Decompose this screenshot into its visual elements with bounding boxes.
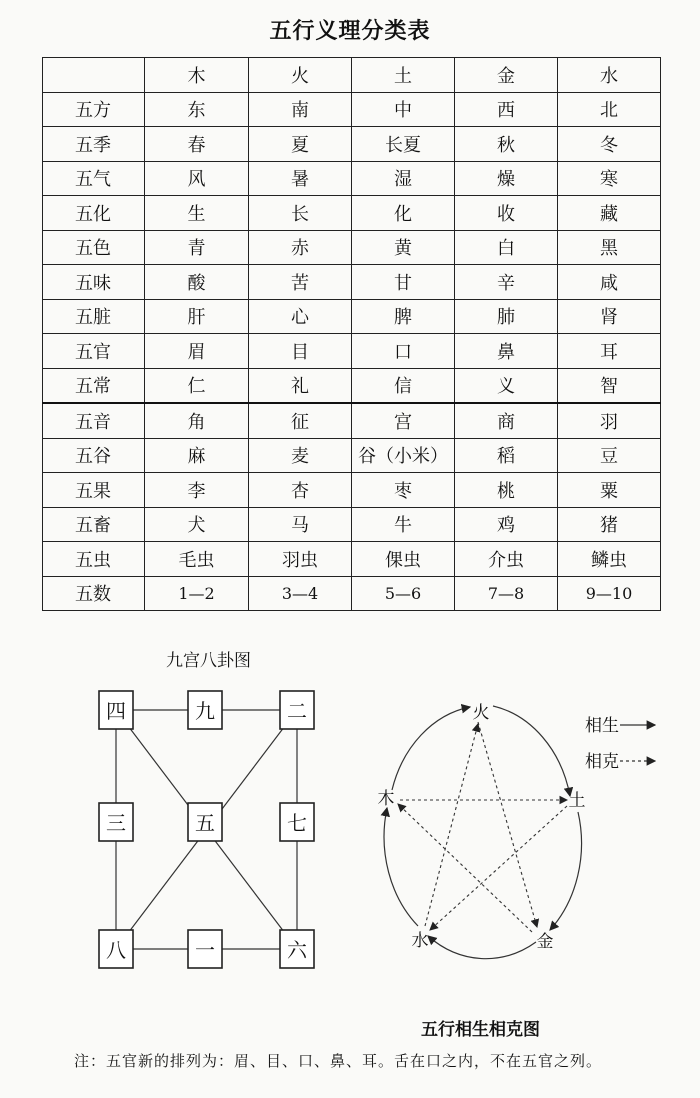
table-cell: 化 <box>352 196 455 231</box>
table-cell: 鳞虫 <box>558 542 661 577</box>
table-cell: 甘 <box>352 265 455 300</box>
table-cell: 北 <box>558 92 661 127</box>
table-cell: 耳 <box>558 334 661 369</box>
table-cell: 鸡 <box>455 507 558 542</box>
table-cell: 黄 <box>352 230 455 265</box>
numeral-center: 五 <box>195 811 215 835</box>
row-header-cell: 五季 <box>43 127 145 162</box>
table-cell: 口 <box>352 334 455 369</box>
row-header-cell: 五音 <box>43 403 145 438</box>
table-cell: 目 <box>249 334 352 369</box>
table-cell: 青 <box>145 230 249 265</box>
table-cell: 宫 <box>352 403 455 438</box>
node-fire: 火 <box>472 703 490 723</box>
numeral-top-right: 二 <box>287 699 307 723</box>
table-cell: 水 <box>558 58 661 93</box>
numeral-mid-left: 三 <box>106 811 126 835</box>
table-cell: 东 <box>145 92 249 127</box>
table-cell: 辛 <box>455 265 558 300</box>
table-cell: 角 <box>145 403 249 438</box>
row-header-cell: 五气 <box>43 161 145 196</box>
table-cell: 9—10 <box>558 576 661 611</box>
table-cell: 暑 <box>249 161 352 196</box>
numeral-mid-right: 七 <box>287 811 307 835</box>
table-cell: 粟 <box>558 473 661 508</box>
table-cell: 土 <box>352 58 455 93</box>
row-header-cell: 五化 <box>43 196 145 231</box>
table-cell: 藏 <box>558 196 661 231</box>
table-cell: 犬 <box>145 507 249 542</box>
table-cell: 鼻 <box>455 334 558 369</box>
jiugong-title: 九宫八卦图 <box>166 651 251 671</box>
table-cell: 杏 <box>249 473 352 508</box>
row-header-cell: 五方 <box>43 92 145 127</box>
table-cell: 黑 <box>558 230 661 265</box>
node-wood: 木 <box>377 789 395 809</box>
row-header-cell: 五畜 <box>43 507 145 542</box>
table-cell: 苦 <box>249 265 352 300</box>
row-header-cell: 五味 <box>43 265 145 300</box>
table-cell: 征 <box>249 403 352 438</box>
row-header-cell: 五谷 <box>43 438 145 473</box>
numeral-bottom-center: 一 <box>195 938 215 962</box>
node-earth: 土 <box>568 791 586 811</box>
node-metal: 金 <box>536 932 554 952</box>
table-cell: 5—6 <box>352 576 455 611</box>
table-cell: 李 <box>145 473 249 508</box>
table-cell: 眉 <box>145 334 249 369</box>
table-cell: 生 <box>145 196 249 231</box>
table-cell: 商 <box>455 403 558 438</box>
table-cell: 牛 <box>352 507 455 542</box>
table-cell: 礼 <box>249 368 352 403</box>
table-cell: 咸 <box>558 265 661 300</box>
table-cell: 风 <box>145 161 249 196</box>
node-water: 水 <box>411 931 429 951</box>
numeral-top-left: 四 <box>106 699 126 723</box>
legend-arrows <box>620 725 655 761</box>
table-cell: 1—2 <box>145 576 249 611</box>
table-cell: 谷（小米） <box>352 438 455 473</box>
table-cell: 金 <box>455 58 558 93</box>
table-cell: 夏 <box>249 127 352 162</box>
table-cell: 西 <box>455 92 558 127</box>
table-cell: 肝 <box>145 299 249 334</box>
table-cell: 介虫 <box>455 542 558 577</box>
table-cell: 马 <box>249 507 352 542</box>
numeral-top-center: 九 <box>195 699 215 723</box>
table-cell: 信 <box>352 368 455 403</box>
table-cell: 收 <box>455 196 558 231</box>
table-cell: 7—8 <box>455 576 558 611</box>
table-cell: 赤 <box>249 230 352 265</box>
table-cell: 火 <box>249 58 352 93</box>
row-header-cell: 五常 <box>43 368 145 403</box>
row-header-cell: 五数 <box>43 576 145 611</box>
table-cell: 仁 <box>145 368 249 403</box>
footnote: 注：五官新的排列为：眉、目、口、鼻、耳。舌在口之内，不在五官之列。 <box>74 1052 603 1070</box>
table-title: 五行义理分类表 <box>269 19 431 44</box>
table-cell: 豆 <box>558 438 661 473</box>
table-cell: 白 <box>455 230 558 265</box>
table-cell: 义 <box>455 368 558 403</box>
table-cell: 麦 <box>249 438 352 473</box>
table-cell: 木 <box>145 58 249 93</box>
table-cell: 长 <box>249 196 352 231</box>
table-cell: 智 <box>558 368 661 403</box>
row-header-cell: 五色 <box>43 230 145 265</box>
table-cell: 稻 <box>455 438 558 473</box>
numeral-bottom-left: 八 <box>106 938 126 962</box>
table-cell: 枣 <box>352 473 455 508</box>
numeral-bottom-right: 六 <box>287 938 307 962</box>
table-cell: 南 <box>249 92 352 127</box>
table-cell: 脾 <box>352 299 455 334</box>
table-cell: 羽虫 <box>249 542 352 577</box>
table-cell: 冬 <box>558 127 661 162</box>
legend-labels <box>585 716 619 772</box>
table-cell: 麻 <box>145 438 249 473</box>
table-cell: 倮虫 <box>352 542 455 577</box>
row-header-cell: 五脏 <box>43 299 145 334</box>
table-cell: 心 <box>249 299 352 334</box>
table-cell: 春 <box>145 127 249 162</box>
table-cell: 湿 <box>352 161 455 196</box>
table-cell: 肾 <box>558 299 661 334</box>
table-cell: 秋 <box>455 127 558 162</box>
legend-ke: 相克 <box>585 752 619 772</box>
table-cell: 燥 <box>455 161 558 196</box>
row-header-cell: 五果 <box>43 473 145 508</box>
table-cell: 肺 <box>455 299 558 334</box>
table-cell: 猪 <box>558 507 661 542</box>
table-cell: 长夏 <box>352 127 455 162</box>
table-cell: 中 <box>352 92 455 127</box>
table-cell: 桃 <box>455 473 558 508</box>
table-cell: 寒 <box>558 161 661 196</box>
table-cell: 3—4 <box>249 576 352 611</box>
ke-star <box>398 722 567 932</box>
legend-sheng: 相生 <box>585 716 619 736</box>
table-cell: 羽 <box>558 403 661 438</box>
row-header-cell: 五官 <box>43 334 145 369</box>
wuxing-title: 五行相生相克图 <box>421 1020 540 1040</box>
sheng-arcs <box>384 706 581 959</box>
table-cell: 毛虫 <box>145 542 249 577</box>
table-cell: 酸 <box>145 265 249 300</box>
row-header-cell: 五虫 <box>43 542 145 577</box>
